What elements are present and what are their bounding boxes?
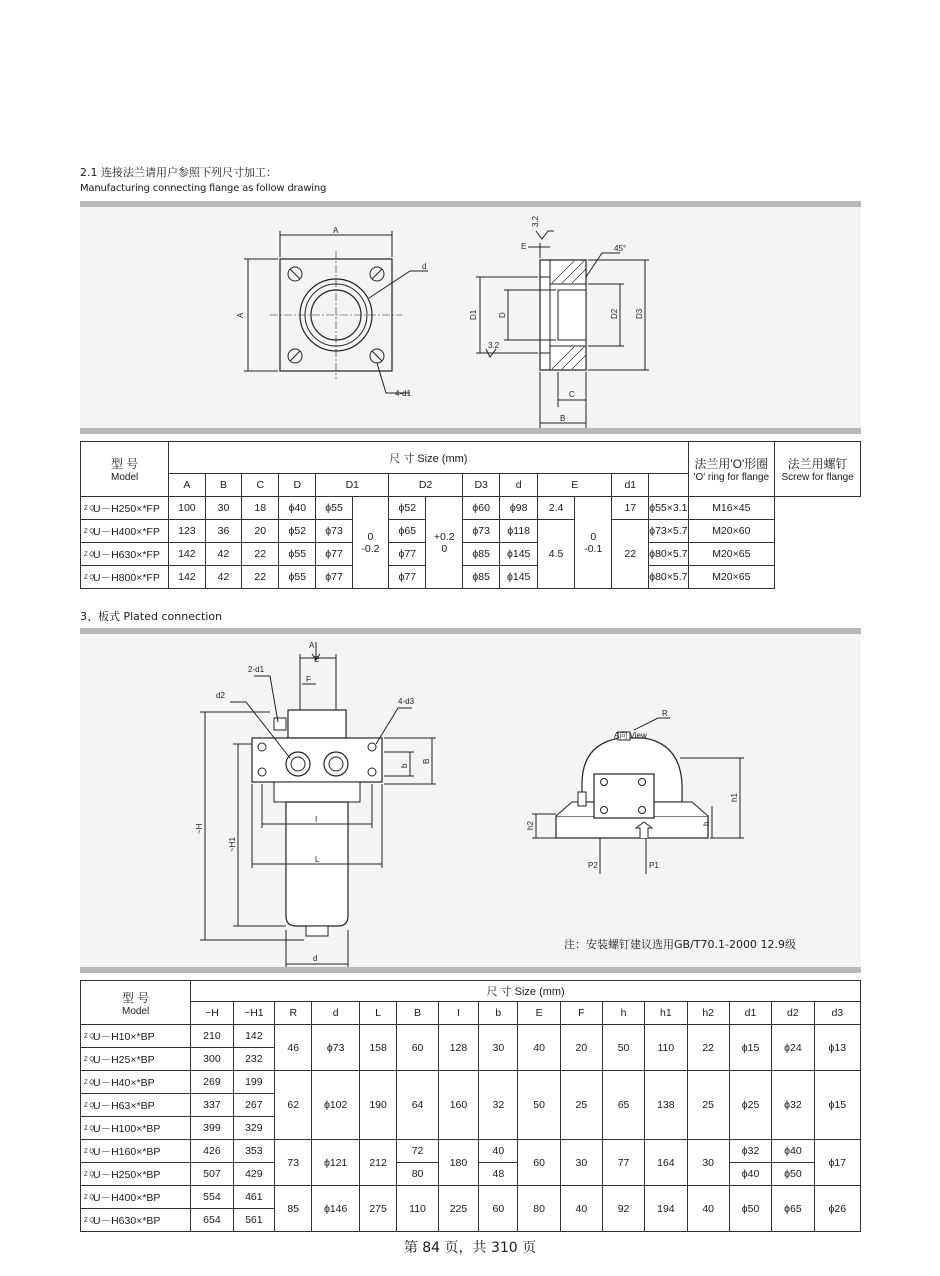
cell: 164: [645, 1140, 687, 1186]
cell: ϕ77: [389, 566, 426, 589]
dim-label-F: F: [306, 675, 311, 684]
zq-mark: Z Q: [84, 1079, 94, 1086]
cell: 25: [560, 1071, 602, 1140]
zq-mark: Z Q: [84, 1056, 94, 1063]
cell: ϕ145: [500, 566, 538, 589]
dim-label-2d1: 2-d1: [248, 665, 265, 674]
cell: 80: [518, 1186, 560, 1232]
cell: 73: [275, 1140, 312, 1186]
dim-label-D: D: [498, 312, 507, 318]
zq-mark: Z Q: [84, 1125, 94, 1132]
cell: 22: [612, 520, 649, 589]
model-cell: U－H25×*BP: [93, 1053, 155, 1066]
cell: 232: [233, 1048, 274, 1071]
cell: 429: [233, 1163, 274, 1186]
cell: ϕ15: [814, 1071, 860, 1140]
zq-mark: Z Q: [84, 574, 94, 581]
roughness-label-2: 3.2: [488, 341, 500, 350]
cell: ϕ60: [463, 497, 500, 520]
cell: ϕ73: [316, 520, 352, 543]
cell: 22: [242, 566, 279, 589]
col-header: d1: [729, 1002, 771, 1025]
cell: ϕ65: [389, 520, 426, 543]
cell: 36: [205, 520, 242, 543]
tol-cell: 0 -0.1: [575, 497, 612, 589]
cell: 77: [602, 1140, 644, 1186]
dim-label-D1: D1: [469, 309, 478, 320]
cell: ϕ55: [316, 497, 352, 520]
dim-label-A-arrow: A: [309, 641, 315, 650]
cell: 128: [438, 1025, 478, 1071]
cell: M20×65: [688, 566, 775, 589]
cell: 50: [602, 1025, 644, 1071]
cell: ϕ85: [463, 543, 500, 566]
cell: ϕ98: [500, 497, 538, 520]
model-cell: U－H40×*BP: [93, 1076, 155, 1089]
col-header: D3: [463, 474, 500, 497]
dim-label-d: d: [313, 954, 318, 963]
cell: ϕ26: [814, 1186, 860, 1232]
table-row: [81, 566, 861, 589]
cell: 110: [397, 1186, 438, 1232]
model-cell: U－H63×*BP: [93, 1099, 155, 1112]
dim-label-D3: D3: [635, 308, 644, 319]
flange-spec-table: [80, 441, 861, 589]
cell: 30: [205, 497, 242, 520]
cell: 62: [275, 1071, 312, 1140]
dim-label-H1: ~H1: [228, 837, 237, 852]
cell: 142: [233, 1025, 274, 1048]
dim-label-C: C: [569, 390, 575, 399]
cell: 190: [359, 1071, 397, 1140]
cell: 654: [191, 1209, 233, 1232]
cell: 50: [518, 1071, 560, 1140]
cell: 60: [518, 1140, 560, 1186]
col-header: h1: [645, 1002, 687, 1025]
col-header: d: [500, 474, 538, 497]
tol-cell: 0 -0.2: [352, 497, 388, 589]
cell: 92: [602, 1186, 644, 1232]
dim-label-B: B: [560, 414, 566, 423]
cell: 25: [687, 1071, 729, 1140]
cell: 40: [518, 1025, 560, 1071]
col-header: b: [479, 1002, 518, 1025]
model-cell: U－H400×*BP: [93, 1191, 161, 1204]
cell: 399: [191, 1117, 233, 1140]
table-row: [81, 1186, 861, 1209]
cell: 554: [191, 1186, 233, 1209]
cell: ϕ52: [389, 497, 426, 520]
dim-label-E: E: [314, 655, 320, 664]
cell: 42: [205, 543, 242, 566]
dim-label-A-top: A: [333, 226, 339, 235]
oring-header: 法兰用'O'形圈 'O' ring for flange: [688, 442, 775, 497]
cell: 138: [645, 1071, 687, 1140]
dim-label-D2: D2: [610, 308, 619, 319]
cell: 194: [645, 1186, 687, 1232]
cell: ϕ145: [500, 543, 538, 566]
cell: 72: [397, 1140, 438, 1163]
dim-label-h: h: [702, 821, 711, 826]
cell: ϕ77: [316, 543, 352, 566]
table-row: [81, 543, 861, 566]
dim-label-h1: h1: [730, 793, 739, 802]
cell: 30: [687, 1140, 729, 1186]
cell: 4.5: [538, 520, 575, 589]
model-cell: U－H800×*FP: [93, 571, 160, 584]
cell: ϕ65: [772, 1186, 814, 1232]
cell: 160: [438, 1071, 478, 1140]
cell: 461: [233, 1186, 274, 1209]
model-cell: U－H250×*BP: [93, 1168, 161, 1181]
cell: 275: [359, 1186, 397, 1232]
installation-note: 注：安装螺钉建议选用GB/T70.1-2000 12.9级: [564, 938, 796, 951]
port-label-P2: P2: [588, 861, 598, 870]
cell: 123: [169, 520, 205, 543]
cell: 110: [645, 1025, 687, 1071]
cell: 60: [397, 1025, 438, 1071]
cell: ϕ102: [312, 1071, 359, 1140]
size-header: 尺 寸 Size (mm): [191, 981, 861, 1002]
cell: 22: [687, 1025, 729, 1071]
col-header: F: [560, 1002, 602, 1025]
cell: ϕ15: [729, 1025, 771, 1071]
dim-label-d: d: [422, 262, 427, 271]
section-title-flange: 2.1 连接法兰请用户参照下列尺寸加工：: [80, 166, 277, 179]
cell: 2.4: [538, 497, 575, 520]
model-cell: U－H400×*FP: [93, 525, 160, 538]
cell: 22: [242, 543, 279, 566]
cell: 17: [612, 497, 649, 520]
cell: ϕ17: [814, 1140, 860, 1186]
col-header: R: [275, 1002, 312, 1025]
cell: ϕ40: [772, 1140, 814, 1163]
view-label: A向 View: [614, 731, 647, 740]
cell: M16×45: [688, 497, 775, 520]
dim-label-45deg: 45°: [614, 244, 627, 253]
cell: ϕ80×5.7: [649, 543, 688, 566]
cell: ϕ40: [279, 497, 316, 520]
model-header: 型 号 Model: [81, 981, 191, 1025]
cell: ϕ55×3.1: [649, 497, 688, 520]
cell: 32: [479, 1071, 518, 1140]
cell: 100: [169, 497, 205, 520]
dim-label-4d3: 4-d3: [398, 697, 415, 706]
dim-label-R: R: [662, 709, 668, 718]
cell: 300: [191, 1048, 233, 1071]
cell: ϕ32: [729, 1140, 771, 1163]
zq-mark: Z Q: [84, 528, 94, 535]
plated-spec-table: [80, 980, 861, 1232]
zq-mark: Z Q: [84, 1148, 94, 1155]
cell: ϕ85: [463, 566, 500, 589]
col-header: d: [312, 1002, 359, 1025]
dim-label-B: B: [422, 758, 431, 764]
model-cell: U－H630×*FP: [93, 548, 160, 561]
cell: M20×65: [688, 543, 775, 566]
cell: 353: [233, 1140, 274, 1163]
model-header: 型 号 Model: [81, 442, 169, 497]
cell: 48: [479, 1163, 518, 1186]
cell: 64: [397, 1071, 438, 1140]
section-title-plated: 3、板式 Plated connection: [80, 610, 223, 623]
cell: 42: [205, 566, 242, 589]
table-row: [81, 520, 861, 543]
col-header: B: [397, 1002, 438, 1025]
cell: ϕ24: [772, 1025, 814, 1071]
model-cell: U－H10×*BP: [93, 1030, 155, 1043]
cell: ϕ118: [500, 520, 538, 543]
col-header: ~H1: [233, 1002, 274, 1025]
col-header: B: [205, 474, 242, 497]
col-header: A: [169, 474, 205, 497]
col-header: D2: [389, 474, 463, 497]
cell: 80: [397, 1163, 438, 1186]
table-row: [81, 1071, 861, 1094]
dim-label-A-side: A: [236, 312, 245, 318]
cell: ϕ50: [772, 1163, 814, 1186]
cell: 142: [169, 543, 205, 566]
section-subtitle-flange: Manufacturing connecting flange as follow drawing: [80, 183, 327, 194]
cell: ϕ77: [389, 543, 426, 566]
cell: 507: [191, 1163, 233, 1186]
cell: 269: [191, 1071, 233, 1094]
model-cell: U－H630×*BP: [93, 1214, 161, 1227]
cell: 561: [233, 1209, 274, 1232]
col-header: E: [518, 1002, 560, 1025]
cell: 142: [169, 566, 205, 589]
cell: 426: [191, 1140, 233, 1163]
flange-drawing-panel: [80, 201, 861, 434]
zq-mark: Z Q: [84, 1217, 94, 1224]
cell: ϕ121: [312, 1140, 359, 1186]
cell: 329: [233, 1117, 274, 1140]
col-header: D: [279, 474, 316, 497]
cell: 46: [275, 1025, 312, 1071]
plated-drawing-panel: [80, 628, 861, 973]
cell: ϕ50: [729, 1186, 771, 1232]
cell: 60: [479, 1186, 518, 1232]
cell: 30: [479, 1025, 518, 1071]
dim-label-E: E: [521, 242, 527, 251]
col-header: ~H: [191, 1002, 233, 1025]
dim-label-H: ~H: [195, 823, 204, 834]
cell: ϕ40: [729, 1163, 771, 1186]
zq-mark: Z Q: [84, 1194, 94, 1201]
cell: ϕ77: [316, 566, 352, 589]
cell: 65: [602, 1071, 644, 1140]
cell: 18: [242, 497, 279, 520]
zq-mark: Z Q: [84, 1171, 94, 1178]
cell: ϕ73: [463, 520, 500, 543]
screw-header: 法兰用螺钉 Screw for flange: [775, 442, 861, 497]
page-footer: 第 84 页，共 310 页: [403, 1240, 537, 1256]
cell: 30: [560, 1140, 602, 1186]
cell: ϕ73: [312, 1025, 359, 1071]
cell: 85: [275, 1186, 312, 1232]
table-row: [81, 1140, 861, 1163]
plated-drawing: [80, 634, 861, 967]
cell: ϕ55: [279, 543, 316, 566]
dim-label-L: L: [315, 855, 320, 864]
cell: ϕ73×5.7: [649, 520, 688, 543]
col-header: I: [438, 1002, 478, 1025]
dim-label-h2: h2: [526, 821, 535, 830]
col-header: h: [602, 1002, 644, 1025]
cell: 40: [479, 1140, 518, 1163]
dim-label-d2: d2: [216, 691, 225, 700]
zq-mark: Z Q: [84, 1033, 94, 1040]
zq-mark: Z Q: [84, 505, 94, 512]
port-label-P1: P1: [649, 861, 659, 870]
zq-mark: Z Q: [84, 551, 94, 558]
cell: ϕ13: [814, 1025, 860, 1071]
dim-label-b: b: [400, 763, 409, 768]
cell: 180: [438, 1140, 478, 1186]
cell: 199: [233, 1071, 274, 1094]
dim-label-4d1: 4-d1: [395, 389, 412, 398]
cell: 337: [191, 1094, 233, 1117]
col-header: E: [538, 474, 612, 497]
table-row: [81, 1025, 861, 1048]
cell: 225: [438, 1186, 478, 1232]
flange-drawing: [80, 207, 861, 428]
cell: ϕ55: [279, 566, 316, 589]
cell: 158: [359, 1025, 397, 1071]
cell: ϕ80×5.7: [649, 566, 688, 589]
table-row: [81, 497, 861, 520]
cell: ϕ146: [312, 1186, 359, 1232]
cell: 267: [233, 1094, 274, 1117]
col-header: L: [359, 1002, 397, 1025]
cell: 40: [560, 1186, 602, 1232]
cell: ϕ25: [729, 1071, 771, 1140]
col-header: d2: [772, 1002, 814, 1025]
tol-cell: +0.2 0: [426, 497, 463, 589]
cell: 40: [687, 1186, 729, 1232]
col-header: C: [242, 474, 279, 497]
col-header: h2: [687, 1002, 729, 1025]
zq-mark: Z Q: [84, 1102, 94, 1109]
cell: ϕ32: [772, 1071, 814, 1140]
dim-label-I: I: [315, 815, 318, 824]
col-header: d1: [612, 474, 649, 497]
col-header: d3: [814, 1002, 860, 1025]
model-cell: U－H250×*FP: [93, 502, 160, 515]
roughness-label-1: 3.2: [531, 215, 540, 227]
model-cell: U－H100×*BP: [93, 1122, 161, 1135]
size-header: 尺 寸 Size (mm): [169, 442, 688, 474]
col-header: D1: [316, 474, 389, 497]
cell: 20: [242, 520, 279, 543]
cell: M20×60: [688, 520, 775, 543]
cell: 20: [560, 1025, 602, 1071]
cell: 212: [359, 1140, 397, 1186]
model-cell: U－H160×*BP: [93, 1145, 161, 1158]
cell: ϕ52: [279, 520, 316, 543]
cell: 210: [191, 1025, 233, 1048]
